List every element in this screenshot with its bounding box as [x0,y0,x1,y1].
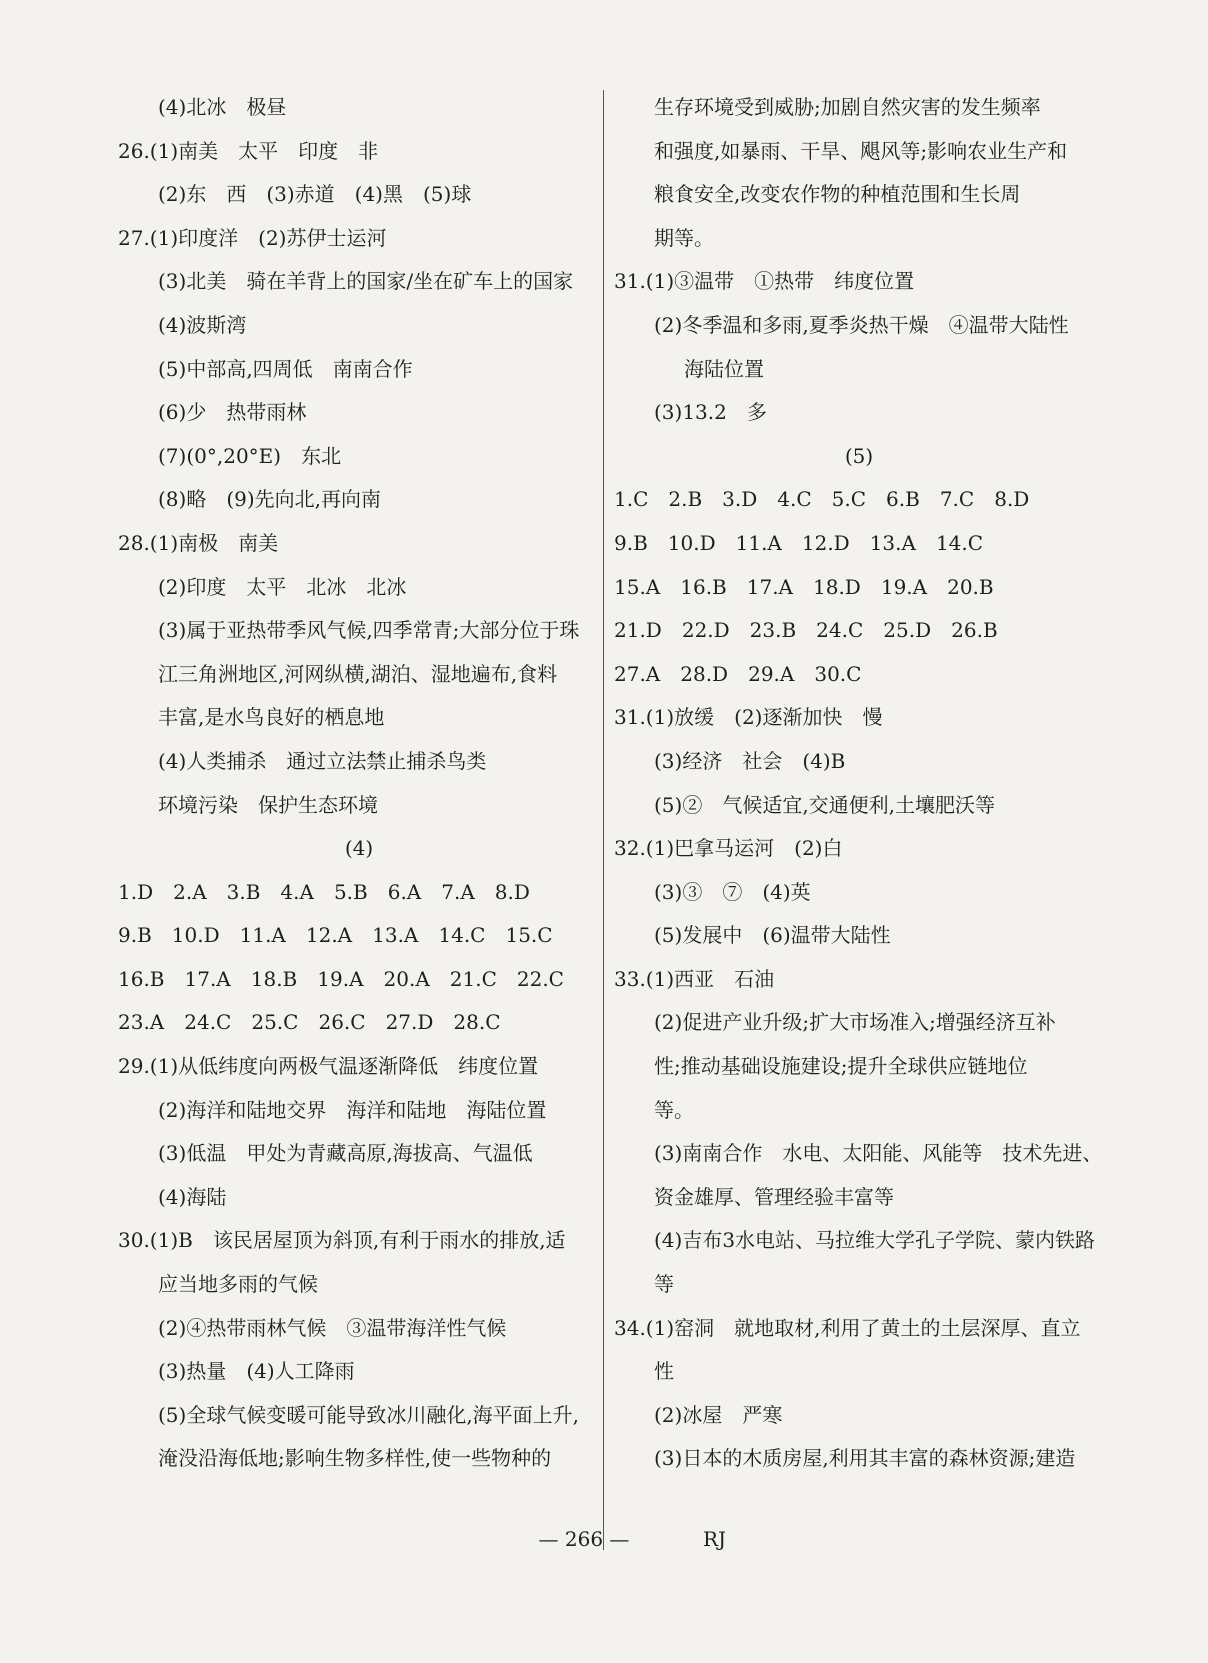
answer-line: (2)冰屋 严寒 [654,1402,783,1427]
answer-line: 33.(1)西亚 石油 [614,966,775,991]
answer-line: 23.A 24.C 25.C 26.C 27.D 28.C [118,1010,501,1035]
answer-line: 31.(1)放缓 (2)逐渐加快 慢 [614,705,883,730]
answer-line: 资金雄厚、管理经验丰富等 [654,1184,894,1209]
answer-line: 江三角洲地区,河网纵横,湖泊、湿地遍布,食料 [158,661,558,686]
answer-line: (3)属于亚热带季风气候,四季常青;大部分位于珠 [158,618,580,643]
answer-line: (2)冬季温和多雨,夏季炎热干燥 ④温带大陆性 [654,312,1069,337]
answer-line: 32.(1)巴拿马运河 (2)白 [614,836,843,861]
answer-line: 期等。 [654,225,714,250]
answer-line: 26.(1)南美 太平 印度 非 [118,138,379,163]
answer-line: (3)热量 (4)人工降雨 [158,1359,355,1384]
answer-line: (2)④热带雨林气候 ③温带海洋性气候 [158,1315,507,1340]
answer-line: 生存环境受到威胁;加剧自然灾害的发生频率 [654,95,1041,119]
answer-line: (3)③ ⑦ (4)英 [654,879,811,904]
right-column [614,86,1104,1481]
answer-line: 15.A 16.B 17.A 18.D 19.A 20.B [614,574,994,599]
answer-line: 等。 [654,1097,694,1122]
answer-line: 28.(1)南极 南美 [118,530,279,555]
page-number: — 266 — [538,1527,630,1551]
answer-line: 34.(1)窑洞 就地取材,利用了黄土的土层深厚、直立 [614,1315,1081,1340]
answer-line: (4)吉布3水电站、马拉维大学孔子学院、蒙内铁路 [654,1228,1096,1253]
answer-line: 丰富,是水鸟良好的栖息地 [158,705,385,730]
answer-line: (7)(0°,20°E) 东北 [158,443,342,468]
answer-line: (5)发展中 (6)温带大陆性 [654,923,891,948]
answer-line: (6)少 热带雨林 [158,400,307,425]
answer-line: (2)印度 太平 北冰 北冰 [158,574,407,599]
answer-line: 和强度,如暴雨、干旱、飓风等;影响农业生产和 [654,138,1068,163]
answer-line: (2)海洋和陆地交界 海洋和陆地 海陆位置 [158,1097,547,1122]
answer-line: 海陆位置 [684,356,764,381]
answer-line: 1.D 2.A 3.B 4.A 5.B 6.A 7.A 8.D [118,879,530,904]
section-heading: (4) [344,836,374,861]
answer-line: (3)南南合作 水电、太阳能、风能等 技术先进、 [654,1141,1103,1166]
answer-line: 29.(1)从低纬度向两极气温逐渐降低 纬度位置 [118,1054,539,1079]
answer-line: 9.B 10.D 11.A 12.D 13.A 14.C [614,530,984,555]
answer-line: (4)海陆 [158,1184,227,1209]
answer-line: (4)人类捕杀 通过立法禁止捕杀鸟类 [158,748,487,773]
answer-line: 16.B 17.A 18.B 19.A 20.A 21.C 22.C [118,966,564,991]
page-footer [0,1527,1208,1551]
answer-line: 应当地多雨的气候 [158,1272,318,1297]
answer-line: 27.A 28.D 29.A 30.C [614,661,862,686]
answer-line: (4)北冰 极昼 [158,95,287,119]
answer-line: (3)13.2 多 [654,400,767,425]
answer-line: (5)中部高,四周低 南南合作 [158,356,413,381]
answer-line: (8)略 (9)先向北,再向南 [158,487,382,512]
answer-line: 性;推动基础设施建设;提升全球供应链地位 [654,1054,1028,1079]
answer-line: 粮食安全,改变农作物的种植范围和生长周 [654,182,1021,207]
answer-line: 等 [654,1272,674,1297]
section-heading: (5) [844,443,874,468]
answer-line: (2)东 西 (3)赤道 (4)黑 (5)球 [158,182,472,207]
answer-line: 淹没沿海低地;影响生物多样性,使一些物种的 [158,1446,552,1471]
answer-line: 30.(1)B 该民居屋顶为斜顶,有利于雨水的排放,适 [118,1228,566,1253]
answer-line: 31.(1)③温带 ①热带 纬度位置 [614,269,915,294]
answer-line: (3)北美 骑在羊背上的国家/坐在矿车上的国家 [158,269,574,294]
answer-line: (3)低温 甲处为青藏高原,海拔高、气温低 [158,1141,533,1166]
answer-line: (5)全球气候变暖可能导致冰川融化,海平面上升, [158,1402,580,1427]
answer-line: 27.(1)印度洋 (2)苏伊士运河 [118,225,387,250]
answer-line: (2)促进产业升级;扩大市场准入;增强经济互补 [654,1010,1056,1035]
answer-line: (4)波斯湾 [158,312,247,337]
answer-line: (5)② 气候适宜,交通便利,土壤肥沃等 [654,792,996,817]
left-column [118,86,600,1481]
answer-line: (3)经济 社会 (4)B [654,748,846,773]
answer-line: 1.C 2.B 3.D 4.C 5.C 6.B 7.C 8.D [614,487,1030,512]
answer-line: 性 [654,1359,674,1384]
answer-line: 环境污染 保护生态环境 [158,792,378,817]
column-divider [603,90,604,1550]
edition-code: RJ [703,1527,727,1551]
answer-line: 21.D 22.D 23.B 24.C 25.D 26.B [614,618,998,643]
answer-line: 9.B 10.D 11.A 12.A 13.A 14.C 15.C [118,923,553,948]
answer-line: (3)日本的木质房屋,利用其丰富的森林资源;建造 [654,1446,1076,1471]
